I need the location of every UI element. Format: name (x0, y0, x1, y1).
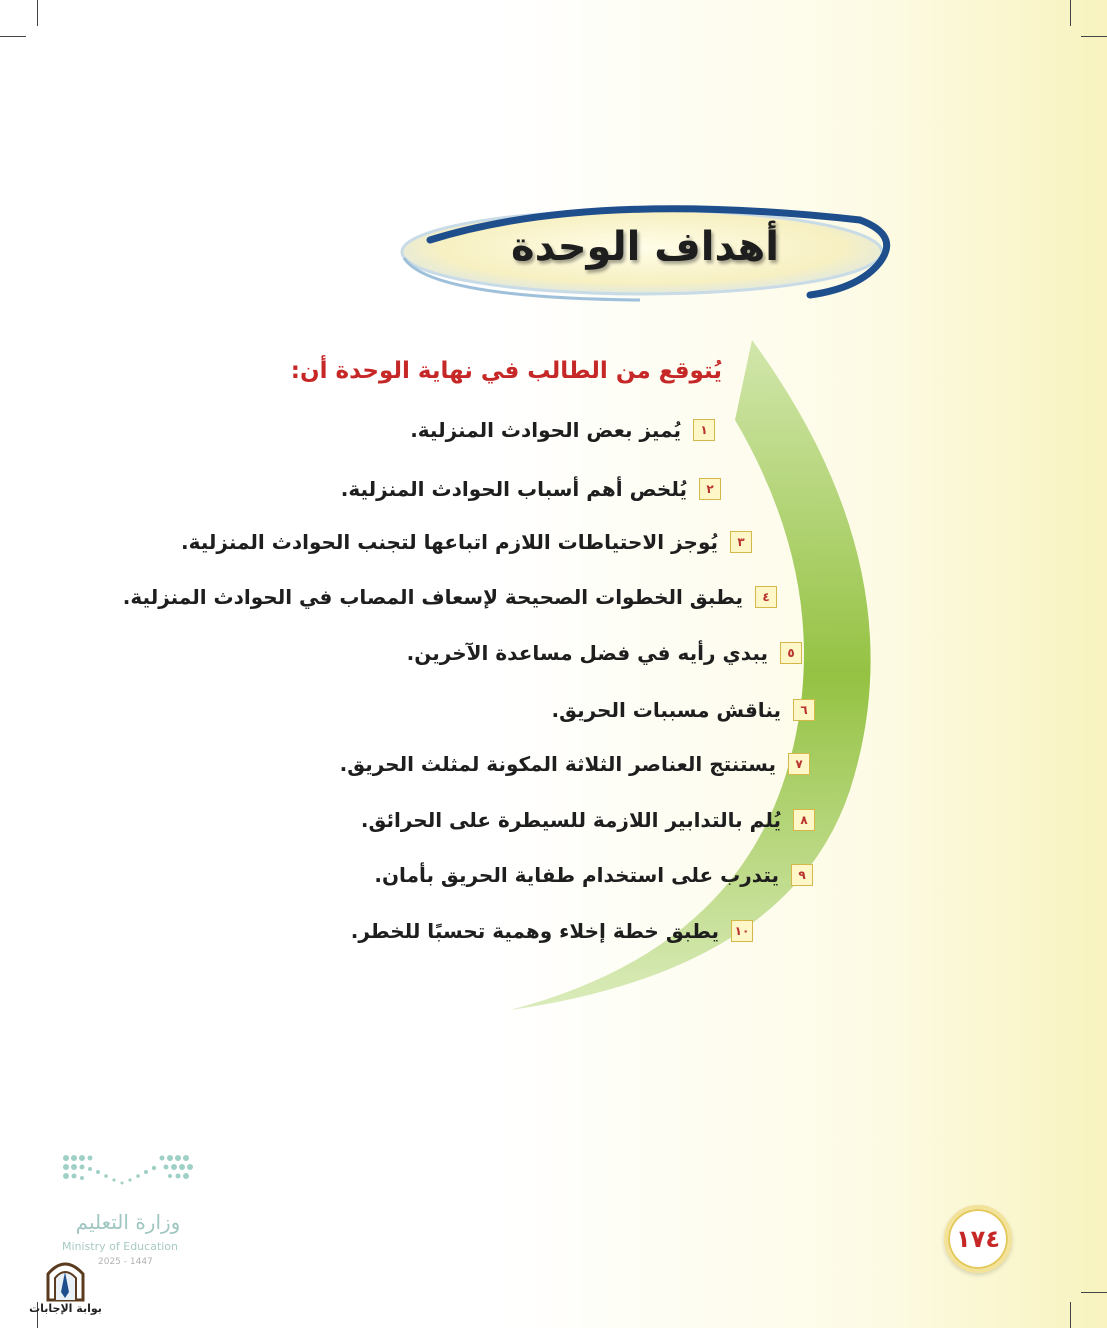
ministry-year: 2025 - 1447 (98, 1257, 153, 1267)
objective-number: ١٠ (731, 920, 753, 942)
title-banner (390, 200, 900, 310)
crop-mark (1070, 1302, 1071, 1328)
objective-item (341, 477, 721, 501)
crop-mark (1070, 0, 1071, 26)
intro-text: يُتوقع من الطالب في نهاية الوحدة أن: (290, 358, 722, 384)
ministry-dots-icon (58, 1150, 198, 1195)
objective-item (407, 641, 802, 665)
ministry-logo (58, 1150, 208, 1267)
objective-item (340, 752, 810, 776)
objective-text: يُلخص أهم أسباب الحوادث المنزلية. (340, 477, 687, 501)
watermark-logo (28, 1254, 103, 1315)
objective-number: ٢ (699, 478, 721, 500)
crop-mark (0, 36, 26, 37)
ministry-name-en: Ministry of Education (62, 1240, 179, 1253)
watermark-arch-icon (28, 1254, 103, 1302)
unit-title: أهداف الوحدة (510, 224, 779, 270)
objective-item (410, 418, 715, 442)
objective-item (374, 863, 813, 887)
objective-item (181, 530, 752, 554)
watermark-text: بوابة الإجابات (29, 1302, 102, 1315)
ministry-name-ar: وزارة التعليم (75, 1210, 181, 1234)
objective-text: يستنتج العناصر الثلاثة المكونة لمثلث الحريق. (339, 752, 776, 776)
objective-text: يُميز بعض الحوادث المنزلية. (410, 418, 681, 442)
crop-mark (1081, 36, 1107, 37)
page-number: ١٧٤ (944, 1205, 1012, 1273)
crop-mark (1081, 1292, 1107, 1293)
objective-text: يطبق الخطوات الصحيحة لإسعاف المصاب في الحوادث المنزلية. (122, 585, 743, 609)
objective-number: ٧ (788, 753, 810, 775)
objective-number: ٣ (730, 531, 752, 553)
objective-number: ١ (693, 419, 715, 441)
objective-text: يبدي رأيه في فضل مساعدة الآخرين. (406, 641, 768, 665)
objective-number: ٨ (793, 809, 815, 831)
objective-number: ٤ (755, 586, 777, 608)
objective-text: يتدرب على استخدام طفاية الحريق بأمان. (374, 863, 779, 887)
objective-number: ٦ (793, 699, 815, 721)
crop-mark (37, 0, 38, 26)
objective-number: ٥ (780, 642, 802, 664)
objective-item (351, 919, 753, 943)
objective-text: يُلم بالتدابير اللازمة للسيطرة على الحرائق. (360, 808, 781, 832)
objective-item (551, 698, 815, 722)
objective-item (361, 808, 815, 832)
objective-number: ٩ (791, 864, 813, 886)
objective-item (123, 585, 777, 609)
objective-text: يُوجز الاحتياطات اللازم اتباعها لتجنب الحوادث المنزلية. (180, 530, 718, 554)
objective-text: يطبق خطة إخلاء وهمية تحسبًا للخطر. (350, 919, 719, 943)
objective-text: يناقش مسببات الحريق. (551, 698, 781, 722)
